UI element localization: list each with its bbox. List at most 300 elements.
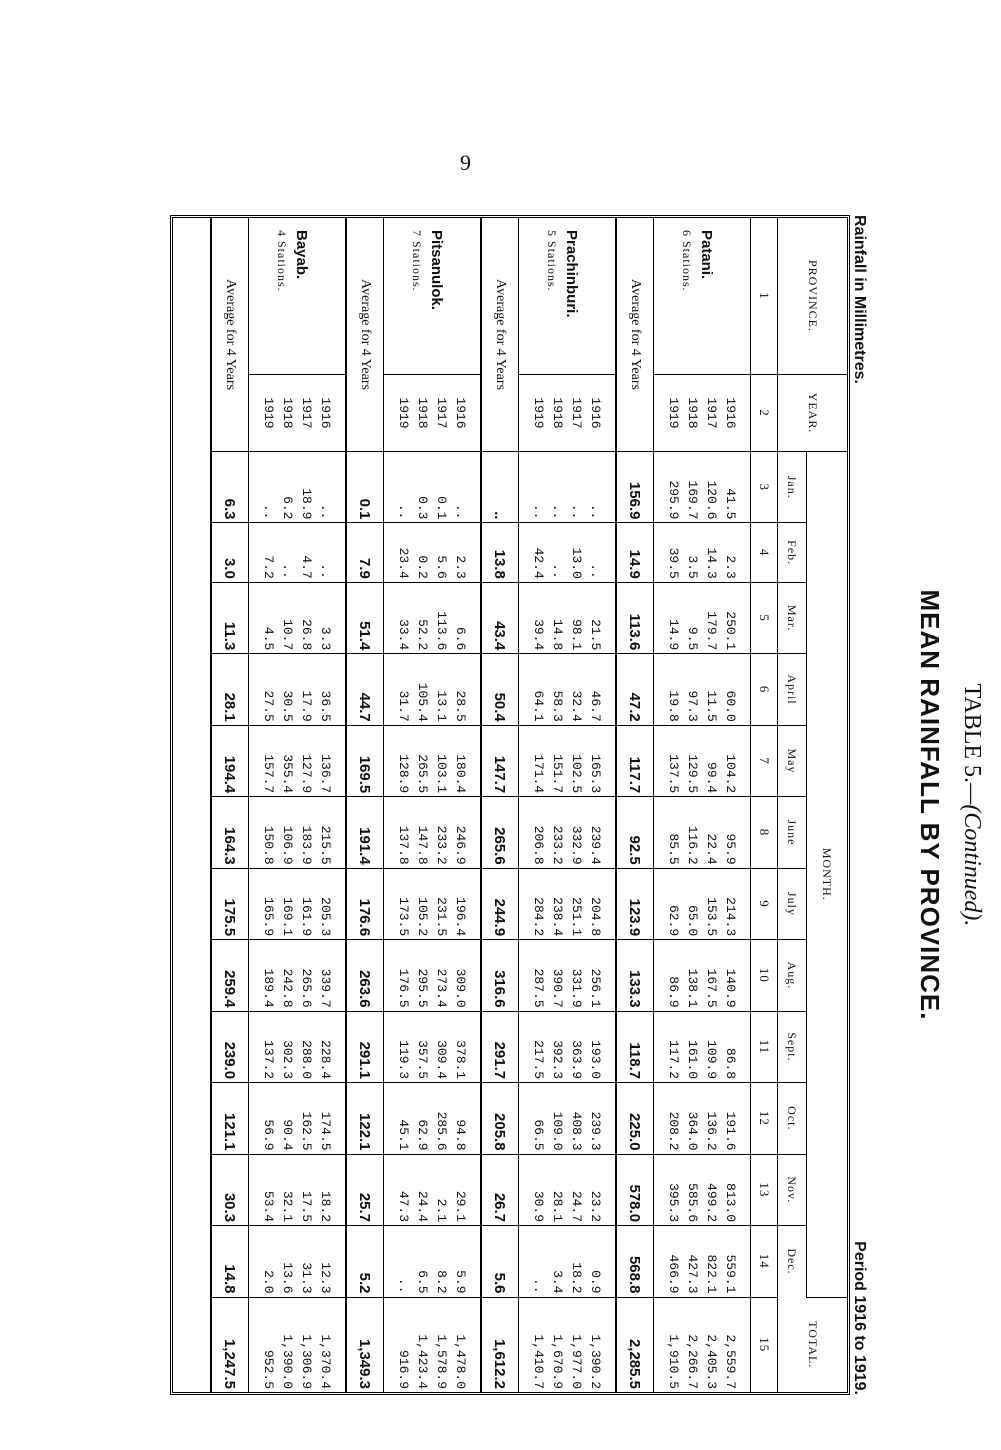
average-cell: 121.1 xyxy=(211,1083,249,1154)
rainfall-cell: 228.4 xyxy=(316,1011,346,1082)
rainfall-cell: 5.6 xyxy=(432,523,451,582)
rainfall-cell: .. xyxy=(384,1226,414,1297)
rainfall-cell: 165.3 xyxy=(586,725,616,796)
rainfall-cell: 4.7 xyxy=(297,523,316,582)
month-header: Dec. xyxy=(778,1226,807,1297)
rainfall-cell: 6.6 xyxy=(451,582,481,653)
rainfall-cell: 3.4 xyxy=(548,1226,567,1297)
rainfall-cell: 231.5 xyxy=(432,868,451,939)
rainfall-cell: 137.8 xyxy=(384,797,414,868)
average-cell: 123.9 xyxy=(616,868,654,939)
rainfall-cell: 99.4 xyxy=(702,725,721,796)
year-cell: 1918 xyxy=(413,375,432,452)
average-cell: 164.3 xyxy=(211,797,249,868)
rainfall-cell: 239.4 xyxy=(586,797,616,868)
rainfall-cell: 138.1 xyxy=(683,940,702,1011)
average-row xyxy=(346,218,384,1392)
col-header-total: TOTAL. xyxy=(778,1297,848,1392)
table-row xyxy=(548,218,567,1392)
rainfall-cell: 193.0 xyxy=(586,1011,616,1082)
average-total-cell: 2,285.5 xyxy=(616,1297,654,1392)
rainfall-cell: 180.4 xyxy=(451,725,481,796)
average-cell: 50.4 xyxy=(481,654,519,725)
rainfall-cell: 46.7 xyxy=(586,654,616,725)
month-header: May xyxy=(778,725,807,796)
column-number: 12 xyxy=(751,1083,778,1154)
rainfall-cell: 165.9 xyxy=(249,868,279,939)
table-row xyxy=(451,218,481,1392)
rainfall-cell: 4.5 xyxy=(249,582,279,653)
column-number-row xyxy=(751,218,778,1392)
year-cell: 1918 xyxy=(683,375,702,452)
average-cell: 13.8 xyxy=(481,523,519,582)
average-cell: 92.5 xyxy=(616,797,654,868)
average-row xyxy=(481,218,519,1392)
average-cell: .. xyxy=(481,452,519,523)
col-header-month: MONTH. xyxy=(807,452,848,1298)
average-cell: 244.9 xyxy=(481,868,519,939)
rainfall-cell: 822.1 xyxy=(702,1226,721,1297)
rainfall-cell: 137.2 xyxy=(249,1011,279,1082)
rainfall-cell: 0.9 xyxy=(586,1226,616,1297)
average-cell: 43.4 xyxy=(481,582,519,653)
province-name: Bayab. xyxy=(293,230,310,280)
rainfall-cell: 585.6 xyxy=(683,1154,702,1225)
year-cell: 1917 xyxy=(297,375,316,452)
average-cell: 265.6 xyxy=(481,797,519,868)
table-row xyxy=(519,218,549,1392)
average-total-cell: 1,349.3 xyxy=(346,1297,384,1392)
rainfall-cell: 52.2 xyxy=(413,582,432,653)
average-cell: 5.2 xyxy=(346,1226,384,1297)
rainfall-cell: 147.8 xyxy=(413,797,432,868)
average-cell: 291.7 xyxy=(481,1011,519,1082)
rainfall-cell: 27.5 xyxy=(249,654,279,725)
average-cell: 25.7 xyxy=(346,1154,384,1225)
rainfall-cell: 355.4 xyxy=(278,725,297,796)
average-label: Average for 4 Years xyxy=(346,218,384,452)
rainfall-cell: 339.7 xyxy=(316,940,346,1011)
station-count: 7 Stations. xyxy=(410,230,424,292)
year-cell: 1916 xyxy=(451,375,481,452)
rainfall-cell: 17.5 xyxy=(297,1154,316,1225)
rainfall-cell: 174.5 xyxy=(316,1083,346,1154)
column-number: 11 xyxy=(751,1011,778,1082)
col-header-year: YEAR. xyxy=(778,375,848,452)
rainfall-cell: .. xyxy=(519,452,549,523)
average-cell: 44.7 xyxy=(346,654,384,725)
rainfall-cell: .. xyxy=(567,452,586,523)
year-cell: 1918 xyxy=(548,375,567,452)
rainfall-cell: 8.2 xyxy=(432,1226,451,1297)
column-number: 1 xyxy=(751,218,778,375)
page-number: 9 xyxy=(460,150,471,175)
rainfall-cell: 31.3 xyxy=(297,1226,316,1297)
rainfall-cell: 169.1 xyxy=(278,868,297,939)
column-number: 3 xyxy=(751,452,778,523)
month-header: Jan. xyxy=(778,452,807,523)
rainfall-cell: 90.4 xyxy=(278,1083,297,1154)
rainfall-cell: 86.8 xyxy=(721,1011,751,1082)
rainfall-cell: 813.0 xyxy=(721,1154,751,1225)
rainfall-cell: 169.7 xyxy=(683,452,702,523)
rainfall-cell: 64.1 xyxy=(519,654,549,725)
rainfall-cell: 208.2 xyxy=(654,1083,684,1154)
rainfall-cell: 28.5 xyxy=(451,654,481,725)
rainfall-cell: 14.3 xyxy=(702,523,721,582)
average-cell: 225.0 xyxy=(616,1083,654,1154)
rainfall-cell: 171.4 xyxy=(519,725,549,796)
rainfall-cell: 19.8 xyxy=(654,654,684,725)
rainfall-cell: 167.5 xyxy=(702,940,721,1011)
rainfall-cell: .. xyxy=(384,452,414,523)
table-row xyxy=(702,218,721,1392)
total-cell: 1,910.5 xyxy=(666,1334,681,1389)
column-number: 2 xyxy=(751,375,778,452)
rainfall-cell: 214.3 xyxy=(721,868,751,939)
year-cell: 1916 xyxy=(586,375,616,452)
rainfall-cell: 157.7 xyxy=(249,725,279,796)
average-cell: 117.7 xyxy=(616,725,654,796)
rainfall-cell: 11.5 xyxy=(702,654,721,725)
rainfall-cell: 33.4 xyxy=(384,582,414,653)
rainfall-cell: 17.9 xyxy=(297,654,316,725)
province-cell xyxy=(654,218,751,375)
rainfall-cell: 24.4 xyxy=(413,1154,432,1225)
table-frame xyxy=(170,215,850,1395)
rainfall-cell: 273.4 xyxy=(432,940,451,1011)
rainfall-cell: 116.2 xyxy=(683,797,702,868)
rainfall-cell: 47.3 xyxy=(384,1154,414,1225)
total-cell: 1,306.9 xyxy=(299,1334,314,1389)
rainfall-cell: 295.9 xyxy=(654,452,684,523)
column-number: 6 xyxy=(751,654,778,725)
average-total-cell: 1,247.5 xyxy=(211,1297,249,1392)
average-cell: 578.0 xyxy=(616,1154,654,1225)
average-cell: 118.7 xyxy=(616,1011,654,1082)
rainfall-cell: 302.3 xyxy=(278,1011,297,1082)
rainfall-cell: 427.3 xyxy=(683,1226,702,1297)
rainfall-cell: 23.4 xyxy=(384,523,414,582)
rainfall-cell: 120.6 xyxy=(702,452,721,523)
rainfall-cell: 105.4 xyxy=(413,654,432,725)
average-cell: 30.3 xyxy=(211,1154,249,1225)
column-number: 15 xyxy=(751,1297,778,1392)
rainfall-cell: 206.8 xyxy=(519,797,549,868)
rainfall-cell: 250.1 xyxy=(721,582,751,653)
province-cell xyxy=(384,218,482,375)
rainfall-cell: .. xyxy=(548,452,567,523)
rainfall-cell: 41.5 xyxy=(721,452,751,523)
column-number: 10 xyxy=(751,940,778,1011)
rainfall-cell: 30.9 xyxy=(519,1154,549,1225)
rainfall-cell: 559.1 xyxy=(721,1226,751,1297)
average-cell: 0.1 xyxy=(346,452,384,523)
period-label: Period 1916 to 1919. xyxy=(851,1241,868,1395)
rainfall-cell: 14.9 xyxy=(654,582,684,653)
rainfall-cell: 128.9 xyxy=(384,725,414,796)
total-cell: 2,266.7 xyxy=(685,1334,700,1389)
table-row xyxy=(384,218,414,1392)
rainfall-cell: 0.3 xyxy=(413,452,432,523)
rainfall-cell: 2.1 xyxy=(432,1154,451,1225)
table-title-suffix: —(Continued). xyxy=(959,783,985,927)
rainfall-cell: 6.2 xyxy=(278,452,297,523)
rainfall-cell: 13.0 xyxy=(567,523,586,582)
rainfall-cell: 246.9 xyxy=(451,797,481,868)
rainfall-cell: 102.5 xyxy=(567,725,586,796)
rainfall-cell: 332.9 xyxy=(567,797,586,868)
units-label: Rainfall in Millimetres. xyxy=(851,215,868,384)
rainfall-cell: 136.7 xyxy=(316,725,346,796)
rainfall-cell: 62.9 xyxy=(413,1083,432,1154)
total-cell: 1,578.9 xyxy=(434,1334,449,1389)
year-cell: 1919 xyxy=(249,375,279,452)
rainfall-cell: 14.8 xyxy=(548,582,567,653)
rainfall-cell: 179.7 xyxy=(702,582,721,653)
table-row xyxy=(316,218,346,1392)
total-cell: 1,670.9 xyxy=(550,1334,565,1389)
rainfall-cell: 62.9 xyxy=(654,868,684,939)
rainfall-cell: 137.5 xyxy=(654,725,684,796)
rainfall-cell: 2.0 xyxy=(249,1226,279,1297)
rainfall-cell: .. xyxy=(278,523,297,582)
rainfall-cell: 22.4 xyxy=(702,797,721,868)
rainfall-cell: 32.4 xyxy=(567,654,586,725)
month-header: Feb. xyxy=(778,523,807,582)
rainfall-cell: 24.7 xyxy=(567,1154,586,1225)
rainfall-table xyxy=(210,218,847,1392)
table-row xyxy=(278,218,297,1392)
rainfall-cell: 9.5 xyxy=(683,582,702,653)
column-number: 9 xyxy=(751,868,778,939)
rainfall-cell: 13.6 xyxy=(278,1226,297,1297)
rainfall-cell: 191.6 xyxy=(721,1083,751,1154)
column-number: 8 xyxy=(751,797,778,868)
rainfall-cell: 119.3 xyxy=(384,1011,414,1082)
column-number: 7 xyxy=(751,725,778,796)
average-cell: 7.9 xyxy=(346,523,384,582)
rainfall-cell: 86.9 xyxy=(654,940,684,1011)
rainfall-cell: 392.3 xyxy=(548,1011,567,1082)
average-cell: 239.0 xyxy=(211,1011,249,1082)
average-cell: 194.4 xyxy=(211,725,249,796)
rainfall-cell: .. xyxy=(586,523,616,582)
year-cell: 1916 xyxy=(316,375,346,452)
rainfall-cell: 136.2 xyxy=(702,1083,721,1154)
table-row xyxy=(297,218,316,1392)
table-body xyxy=(211,218,751,1392)
rainfall-cell: 28.1 xyxy=(548,1154,567,1225)
rainfall-cell: 56.9 xyxy=(249,1083,279,1154)
province-name: Patani. xyxy=(698,230,715,280)
rainfall-cell: 499.2 xyxy=(702,1154,721,1225)
total-cell: 1,370.4 xyxy=(318,1334,333,1389)
rainfall-cell: 378.1 xyxy=(451,1011,481,1082)
rainfall-cell: 95.9 xyxy=(721,797,751,868)
rainfall-cell: 363.9 xyxy=(567,1011,586,1082)
rainfall-cell: 233.2 xyxy=(432,797,451,868)
rainfall-cell: 31.7 xyxy=(384,654,414,725)
rainfall-cell: 32.1 xyxy=(278,1154,297,1225)
rainfall-cell: 256.1 xyxy=(586,940,616,1011)
rainfall-cell: 103.1 xyxy=(432,725,451,796)
rainfall-cell: 109.0 xyxy=(548,1083,567,1154)
rainfall-cell: 106.9 xyxy=(278,797,297,868)
rainfall-cell: 285.6 xyxy=(432,1083,451,1154)
average-cell: 14.8 xyxy=(211,1226,249,1297)
rainfall-cell: 26.8 xyxy=(297,582,316,653)
month-header: Sept. xyxy=(778,1011,807,1082)
rainfall-cell: 265.6 xyxy=(297,940,316,1011)
average-row xyxy=(616,218,654,1392)
average-cell: 259.4 xyxy=(211,940,249,1011)
average-cell: 568.8 xyxy=(616,1226,654,1297)
rotated-table-page xyxy=(10,215,985,1395)
average-cell: 113.6 xyxy=(616,582,654,653)
rainfall-cell: 18.2 xyxy=(567,1226,586,1297)
average-total-cell: 1,612.2 xyxy=(481,1297,519,1392)
rainfall-cell: 42.4 xyxy=(519,523,549,582)
average-cell: 169.5 xyxy=(346,725,384,796)
average-label: Average for 4 Years xyxy=(616,218,654,452)
column-number: 5 xyxy=(751,582,778,653)
table-row xyxy=(567,218,586,1392)
table-title xyxy=(958,215,985,1395)
rainfall-cell: 65.0 xyxy=(683,868,702,939)
rainfall-cell: 309.4 xyxy=(432,1011,451,1082)
rainfall-cell: 284.2 xyxy=(519,868,549,939)
total-cell: 1,977.0 xyxy=(569,1334,584,1389)
average-cell: 3.0 xyxy=(211,523,249,582)
total-cell: 1,410.7 xyxy=(531,1334,546,1389)
table-row xyxy=(683,218,702,1392)
rainfall-cell: 39.5 xyxy=(654,523,684,582)
year-cell: 1916 xyxy=(721,375,751,452)
rainfall-cell: 140.9 xyxy=(721,940,751,1011)
table-row xyxy=(654,218,684,1392)
average-cell: 263.6 xyxy=(346,940,384,1011)
rainfall-cell: .. xyxy=(586,452,616,523)
rainfall-cell: 0.2 xyxy=(413,523,432,582)
rainfall-cell: 60.0 xyxy=(721,654,751,725)
rainfall-cell: 466.9 xyxy=(654,1226,684,1297)
table-row xyxy=(432,218,451,1392)
year-cell: 1919 xyxy=(384,375,414,452)
rainfall-cell: 10.7 xyxy=(278,582,297,653)
average-cell: 28.1 xyxy=(211,654,249,725)
rainfall-cell: 30.5 xyxy=(278,654,297,725)
rainfall-cell: 288.0 xyxy=(297,1011,316,1082)
rainfall-cell: 3.5 xyxy=(683,523,702,582)
station-count: 6 Stations. xyxy=(680,230,694,292)
total-cell: 1,390.0 xyxy=(280,1334,295,1389)
rainfall-cell: 98.1 xyxy=(567,582,586,653)
province-name: Prachinburi. xyxy=(563,230,580,318)
rainfall-cell: 331.9 xyxy=(567,940,586,1011)
rainfall-cell: 215.5 xyxy=(316,797,346,868)
rainfall-cell: 390.7 xyxy=(548,940,567,1011)
rainfall-cell: 97.3 xyxy=(683,654,702,725)
rainfall-cell: 18.2 xyxy=(316,1154,346,1225)
rainfall-cell: .. xyxy=(451,452,481,523)
year-cell: 1917 xyxy=(702,375,721,452)
total-cell: 952.5 xyxy=(261,1349,276,1389)
rainfall-cell: 408.3 xyxy=(567,1083,586,1154)
rainfall-cell: 251.1 xyxy=(567,868,586,939)
average-cell: 11.3 xyxy=(211,582,249,653)
rainfall-cell: 161.0 xyxy=(683,1011,702,1082)
average-label: Average for 4 Years xyxy=(211,218,249,452)
average-cell: 191.4 xyxy=(346,797,384,868)
total-cell: 1,478.0 xyxy=(453,1334,468,1389)
rainfall-cell: 117.2 xyxy=(654,1011,684,1082)
rainfall-cell: 13.1 xyxy=(432,654,451,725)
rainfall-cell: 162.5 xyxy=(297,1083,316,1154)
rainfall-cell: 233.2 xyxy=(548,797,567,868)
rainfall-cell: 29.1 xyxy=(451,1154,481,1225)
rainfall-cell: 150.8 xyxy=(249,797,279,868)
rainfall-cell: 173.5 xyxy=(384,868,414,939)
average-cell: 176.6 xyxy=(346,868,384,939)
average-row xyxy=(211,218,249,1392)
rainfall-cell: 239.3 xyxy=(586,1083,616,1154)
average-cell: 291.1 xyxy=(346,1011,384,1082)
average-cell: 47.2 xyxy=(616,654,654,725)
rainfall-cell: .. xyxy=(519,1226,549,1297)
table-row xyxy=(413,218,432,1392)
column-number: 13 xyxy=(751,1154,778,1225)
rainfall-cell: 357.5 xyxy=(413,1011,432,1082)
average-cell: 122.1 xyxy=(346,1083,384,1154)
rainfall-cell: 3.3 xyxy=(316,582,346,653)
year-cell: 1917 xyxy=(567,375,586,452)
average-cell: 147.7 xyxy=(481,725,519,796)
total-cell: 1,390.2 xyxy=(588,1334,603,1389)
rainfall-cell: 113.6 xyxy=(432,582,451,653)
rainfall-cell: 295.5 xyxy=(413,940,432,1011)
rainfall-cell: 36.5 xyxy=(316,654,346,725)
average-cell: 26.7 xyxy=(481,1154,519,1225)
month-header: July xyxy=(778,868,807,939)
average-cell: 14.9 xyxy=(616,523,654,582)
month-header: Aug. xyxy=(778,940,807,1011)
month-header: Oct. xyxy=(778,1083,807,1154)
total-cell: 2,405.3 xyxy=(704,1334,719,1389)
rainfall-cell: 395.3 xyxy=(654,1154,684,1225)
average-cell: 156.9 xyxy=(616,452,654,523)
rainfall-cell: 53.4 xyxy=(249,1154,279,1225)
average-cell: 316.6 xyxy=(481,940,519,1011)
average-label: Average for 4 Years xyxy=(481,218,519,452)
average-cell: 205.8 xyxy=(481,1083,519,1154)
rainfall-cell: 238.4 xyxy=(548,868,567,939)
rainfall-cell: 2.3 xyxy=(451,523,481,582)
year-cell: 1917 xyxy=(432,375,451,452)
rainfall-cell: .. xyxy=(548,523,567,582)
rainfall-cell: 39.4 xyxy=(519,582,549,653)
province-cell xyxy=(519,218,617,375)
rainfall-cell: 109.9 xyxy=(702,1011,721,1082)
rainfall-cell: 205.3 xyxy=(316,868,346,939)
rainfall-cell: 104.2 xyxy=(721,725,751,796)
rainfall-cell: 66.5 xyxy=(519,1083,549,1154)
province-cell xyxy=(249,218,347,375)
table-row xyxy=(721,218,751,1392)
rainfall-cell: 204.8 xyxy=(586,868,616,939)
rainfall-cell: 21.5 xyxy=(586,582,616,653)
rainfall-cell: 7.2 xyxy=(249,523,279,582)
